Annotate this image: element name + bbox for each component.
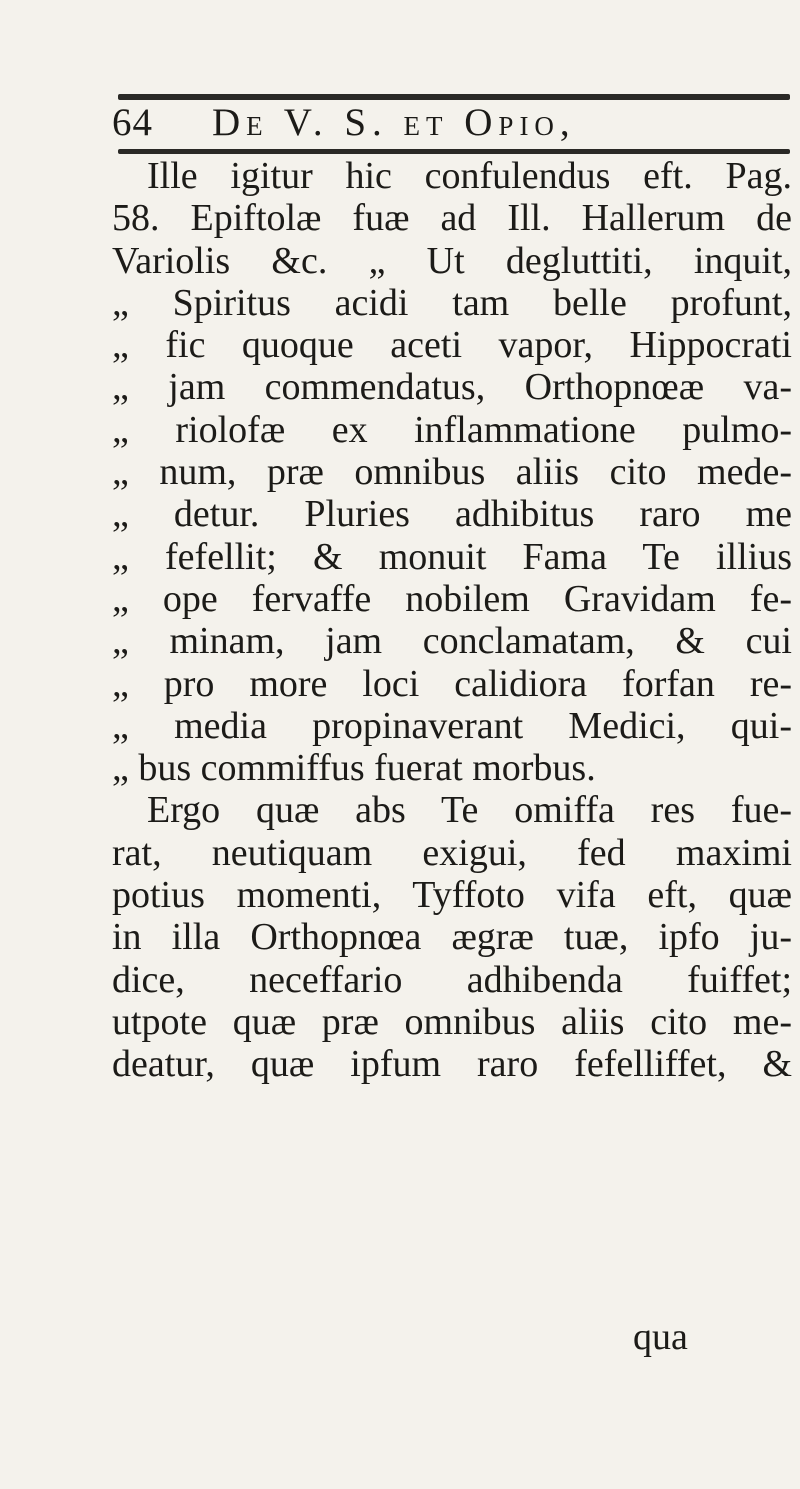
text-line: rat, neutiquam exigui, fed maximi bbox=[112, 831, 792, 874]
body-text bbox=[112, 155, 792, 1086]
text-line: „ riolofæ ex inflammatione pulmo- bbox=[112, 408, 792, 451]
text-line: Variolis &c. „ Ut degluttiti, inquit, bbox=[112, 239, 792, 282]
text-line: „ minam, jam conclamatam, & cui bbox=[112, 620, 792, 663]
text-line: deatur, quæ ipfum raro fefelliffet, & bbox=[112, 1043, 792, 1086]
text-line: „ bus commiffus fuerat morbus. bbox=[112, 747, 596, 790]
text-line: „ jam commendatus, Orthopnœæ va- bbox=[112, 366, 792, 409]
text-line: „ Spiritus acidi tam belle profunt, bbox=[112, 281, 792, 324]
text-line: „ pro more loci calidiora forfan re- bbox=[112, 662, 792, 705]
text-line: utpote quæ præ omnibus aliis cito me- bbox=[112, 1000, 792, 1043]
page-number: 64 bbox=[112, 101, 153, 144]
text-line: „ fefellit; & monuit Fama Te illius bbox=[112, 535, 792, 578]
text-line: „ ope fervaffe nobilem Gravidam fe- bbox=[112, 577, 792, 620]
text-line: in illa Orthopnœa ægræ tuæ, ipfo ju- bbox=[112, 916, 792, 959]
catchword: qua bbox=[633, 1316, 688, 1358]
text-line: Ergo quæ abs Te omiffa res fue- bbox=[147, 789, 792, 832]
text-line: potius momenti, Tyffoto vifa eft, quæ bbox=[112, 874, 792, 917]
running-title: De V. S. et Opio, bbox=[212, 101, 576, 144]
text-line: „ fic quoque aceti vapor, Hippocrati bbox=[112, 324, 792, 367]
text-line: Ille igitur hic confulendus eft. Pag. bbox=[147, 155, 792, 197]
header-rule-bottom bbox=[118, 149, 790, 154]
text-line: „ media propinaverant Medici, qui- bbox=[112, 704, 792, 747]
text-line: „ detur. Pluries adhibitus raro me bbox=[112, 493, 792, 536]
page-header bbox=[112, 100, 792, 146]
text-line: dice, neceffario adhibenda fuiffet; bbox=[112, 958, 792, 1001]
text-line: 58. Epiftolæ fuæ ad Ill. Hallerum de bbox=[112, 197, 792, 240]
text-line: „ num, præ omnibus aliis cito mede- bbox=[112, 451, 792, 494]
